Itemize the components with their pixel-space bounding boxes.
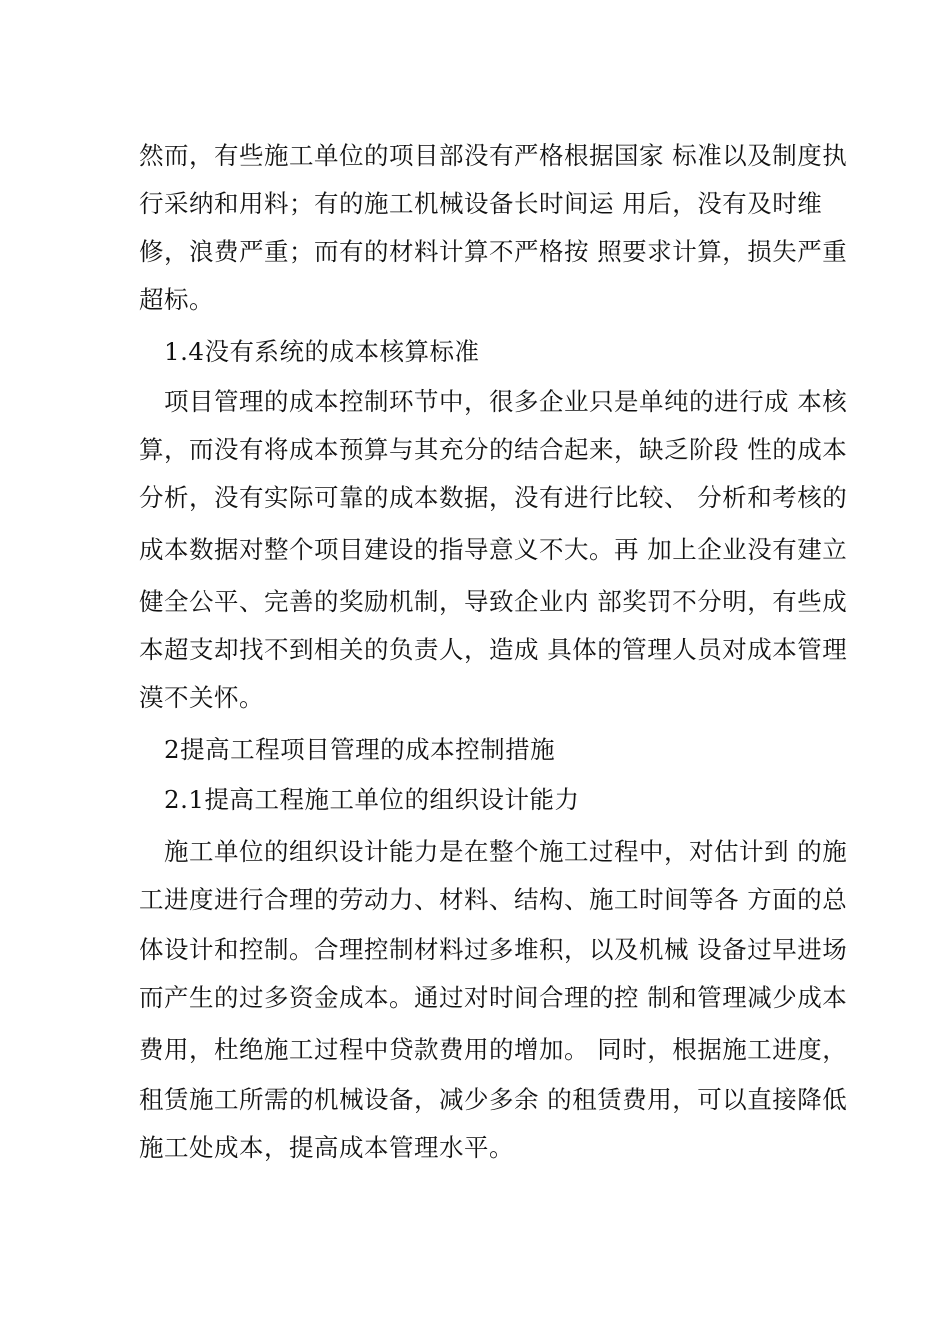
paragraph-first-line: 施工单位的组织设计能力是在整个施工过程中，对估计到 的施 — [164, 837, 848, 866]
body-text-line: 修，浪费严重；而有的材料计算不严格按 照要求计算，损失严重 — [139, 237, 848, 266]
body-text-line: 工进度进行合理的劳动力、材料、结构、施工时间等各 方面的总 — [139, 885, 848, 914]
section-heading-2-1: 2.1提高工程施工单位的组织设计能力 — [164, 785, 580, 814]
section-heading-1-4: 1.4没有系统的成本核算标准 — [164, 337, 480, 366]
section-heading-2: 2提高工程项目管理的成本控制措施 — [164, 735, 556, 764]
body-text-line: 租赁施工所需的机械设备，减少多余 的租赁费用，可以直接降低 — [139, 1085, 848, 1114]
body-text-line: 成本数据对整个项目建设的指导意义不大。再 加上企业没有建立 — [139, 535, 848, 564]
body-text-line: 健全公平、完善的奖励机制，导致企业内 部奖罚不分明，有些成 — [139, 587, 848, 616]
body-text-line: 算，而没有将成本预算与其充分的结合起来，缺乏阶段 性的成本 — [139, 435, 848, 464]
body-text-line: 漠不关怀。 — [139, 683, 264, 712]
body-text-line: 超标。 — [139, 285, 214, 314]
body-text-line: 费用，杜绝施工过程中贷款费用的增加。 同时，根据施工进度， — [139, 1035, 848, 1064]
body-text-line: 施工处成本，提高成本管理水平。 — [139, 1133, 514, 1162]
body-text-line: 本超支却找不到相关的负责人，造成 具体的管理人员对成本管理 — [139, 635, 848, 664]
body-text-line: 分析，没有实际可靠的成本数据，没有进行比较、 分析和考核的 — [139, 483, 848, 512]
body-text-line: 然而，有些施工单位的项目部没有严格根据国家 标准以及制度执 — [139, 141, 848, 170]
body-text-line: 行采纳和用料；有的施工机械设备长时间运 用后，没有及时维 — [139, 189, 823, 218]
body-text-line: 而产生的过多资金成本。通过对时间合理的控 制和管理减少成本 — [139, 983, 848, 1012]
body-text-line: 体设计和控制。合理控制材料过多堆积，以及机械 设备过早进场 — [139, 935, 848, 964]
paragraph-first-line: 项目管理的成本控制环节中，很多企业只是单纯的进行成 本核 — [164, 387, 848, 416]
